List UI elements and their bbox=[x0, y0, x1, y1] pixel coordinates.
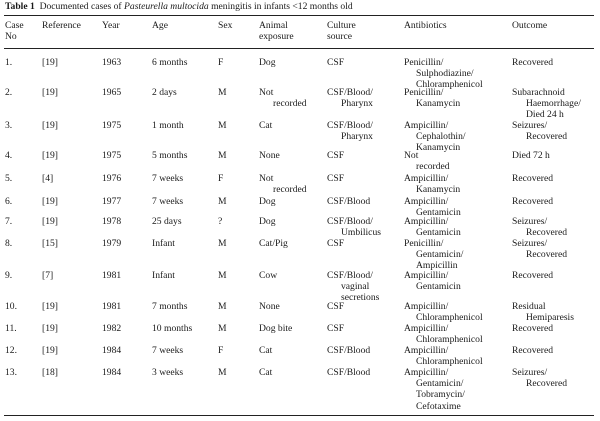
cell-age: 2 days bbox=[152, 87, 177, 98]
cell-animal-exposure bbox=[259, 150, 280, 161]
cell-year: 1978 bbox=[102, 216, 122, 227]
cell-culture-source bbox=[327, 238, 344, 249]
cell-antibiotics bbox=[404, 57, 483, 91]
header-case-no-line: No bbox=[5, 31, 17, 43]
cell-age: 5 months bbox=[152, 150, 188, 161]
cell-culture-source-line: Pharynx bbox=[341, 131, 373, 143]
cell-antibiotics-line: Chloramphenicol bbox=[416, 356, 483, 368]
cell-case-no: 8. bbox=[5, 238, 13, 249]
cell-age: 10 months bbox=[152, 323, 193, 334]
cell-sex: M bbox=[218, 87, 227, 98]
cell-reference: [18] bbox=[42, 367, 58, 378]
cell-reference: [19] bbox=[42, 301, 58, 312]
cell-animal-exposure bbox=[259, 301, 280, 312]
cell-reference: [19] bbox=[42, 323, 58, 334]
cell-sex: M bbox=[218, 367, 227, 378]
header-culture-source-line: Culture bbox=[327, 20, 356, 31]
cell-outcome-line: Seizures/ bbox=[512, 367, 548, 378]
cell-antibiotics-line: Chloramphenicol bbox=[416, 334, 483, 346]
cell-outcome bbox=[512, 216, 567, 238]
cell-reference: [19] bbox=[42, 196, 58, 207]
cell-antibiotics bbox=[404, 120, 466, 154]
cell-culture-source-line: CSF/Blood/ bbox=[327, 120, 373, 131]
cell-culture-source-line: secretions bbox=[341, 292, 380, 304]
cell-animal-exposure bbox=[259, 323, 292, 334]
header-year-line: Year bbox=[102, 20, 120, 31]
header-culture-source-line: source bbox=[327, 31, 353, 43]
header-sex-line: Sex bbox=[218, 20, 233, 31]
cell-antibiotics-line: Ampicillin bbox=[416, 260, 458, 272]
cell-outcome-line: Haemorrhage/ bbox=[526, 98, 581, 110]
cell-case-no: 13. bbox=[5, 367, 17, 378]
cell-culture-source bbox=[327, 216, 381, 238]
cell-age: Infant bbox=[152, 238, 175, 249]
cell-culture-source bbox=[327, 270, 379, 304]
cell-culture-source-line: CSF bbox=[327, 238, 345, 249]
cell-age: 3 weeks bbox=[152, 367, 184, 378]
cell-reference: [15] bbox=[42, 238, 58, 249]
header-age bbox=[152, 20, 168, 31]
cell-antibiotics-line: Kanamycin bbox=[416, 184, 461, 196]
cell-outcome bbox=[512, 301, 574, 323]
cell-outcome-line: Residual bbox=[512, 301, 546, 312]
cell-animal-exposure bbox=[259, 196, 276, 207]
cell-culture-source bbox=[327, 196, 370, 207]
cell-animal-exposure-line: None bbox=[259, 301, 280, 312]
cell-case-no: 5. bbox=[5, 173, 13, 184]
cell-culture-source bbox=[327, 345, 370, 356]
cell-outcome-line: Died 72 h bbox=[512, 150, 550, 161]
cell-antibiotics bbox=[404, 345, 483, 367]
cell-antibiotics bbox=[404, 173, 460, 195]
cell-culture-source-line: Pharynx bbox=[341, 98, 373, 110]
cell-year: 1977 bbox=[102, 196, 122, 207]
cell-outcome bbox=[512, 87, 581, 121]
cell-animal-exposure-line: None bbox=[259, 150, 280, 161]
cell-antibiotics-line: Ampicillin/ bbox=[404, 345, 449, 356]
cell-outcome-line: Seizures/ bbox=[512, 216, 548, 227]
cell-sex: M bbox=[218, 196, 227, 207]
cell-year: 1982 bbox=[102, 323, 122, 334]
cell-outcome bbox=[512, 345, 553, 356]
cell-antibiotics-line: Ampicillin/ bbox=[404, 196, 449, 207]
cell-reference: [4] bbox=[42, 173, 54, 184]
header-antibiotics-line: Antibiotics bbox=[404, 20, 447, 31]
header-animal-exposure-line: Animal bbox=[259, 20, 288, 31]
cell-animal-exposure bbox=[259, 367, 272, 378]
header-outcome-line: Outcome bbox=[512, 20, 548, 31]
cell-outcome bbox=[512, 196, 553, 207]
cell-reference: [19] bbox=[42, 150, 58, 161]
cell-antibiotics bbox=[404, 150, 450, 172]
cell-year: 1975 bbox=[102, 120, 122, 131]
cell-sex: M bbox=[218, 150, 227, 161]
cell-reference: [19] bbox=[42, 120, 58, 131]
cell-outcome-line: Recovered bbox=[512, 345, 554, 356]
cell-antibiotics-line: Chloramphenicol bbox=[416, 79, 483, 91]
cell-antibiotics bbox=[404, 238, 463, 272]
cell-antibiotics bbox=[404, 216, 461, 238]
cell-age: 7 weeks bbox=[152, 196, 184, 207]
caption-text-after: meningitis in infants <12 months old bbox=[208, 1, 353, 12]
cell-reference: [7] bbox=[42, 270, 54, 281]
header-animal-exposure-line: exposure bbox=[259, 31, 294, 43]
cell-culture-source-line: CSF bbox=[327, 57, 345, 68]
caption-text-before: Documented cases of bbox=[39, 1, 125, 12]
cell-sex: M bbox=[218, 323, 227, 334]
cell-year: 1981 bbox=[102, 301, 122, 312]
cell-animal-exposure-line: Cow bbox=[259, 270, 278, 281]
cell-antibiotics-line: Gentamicin bbox=[416, 227, 461, 239]
cell-animal-exposure bbox=[259, 270, 277, 281]
cell-antibiotics-line: Ampicillin/ bbox=[404, 173, 449, 184]
table-label: Table 1 bbox=[5, 1, 35, 12]
cell-outcome-line: Recovered bbox=[512, 323, 554, 334]
cell-year: 1965 bbox=[102, 87, 122, 98]
cell-outcome bbox=[512, 150, 550, 161]
header-outcome bbox=[512, 20, 547, 31]
cell-outcome-line: Recovered bbox=[526, 227, 568, 239]
cell-culture-source-line: CSF bbox=[327, 301, 345, 312]
cell-antibiotics-line: Ampicillin/ bbox=[404, 270, 449, 281]
cell-outcome-line: Recovered bbox=[526, 378, 568, 390]
cell-animal-exposure-line: Cat bbox=[259, 345, 273, 356]
header-culture-source bbox=[327, 20, 356, 42]
cell-antibiotics-line: Chloramphenicol bbox=[416, 312, 483, 324]
cell-sex: M bbox=[218, 120, 227, 131]
cell-antibiotics-line: Ampicillin/ bbox=[404, 367, 449, 378]
cell-antibiotics-line: Tobramycin/ bbox=[416, 389, 465, 401]
cell-outcome bbox=[512, 238, 567, 260]
cell-age: 7 weeks bbox=[152, 345, 184, 356]
cell-outcome-line: Seizures/ bbox=[512, 238, 548, 249]
cell-animal-exposure-line: Dog bbox=[259, 196, 276, 207]
header-antibiotics bbox=[404, 20, 447, 31]
cell-case-no: 9. bbox=[5, 270, 13, 281]
cell-year: 1984 bbox=[102, 345, 122, 356]
cell-outcome-line: Recovered bbox=[512, 196, 554, 207]
cell-animal-exposure bbox=[259, 173, 307, 195]
cell-antibiotics-line: Cephalothin/ bbox=[416, 131, 466, 143]
cell-antibiotics-line: Ampicillin/ bbox=[404, 216, 449, 227]
header-year bbox=[102, 20, 120, 31]
cell-age: 7 weeks bbox=[152, 173, 184, 184]
header-animal-exposure bbox=[259, 20, 294, 42]
cell-reference: [19] bbox=[42, 345, 58, 356]
cell-culture-source bbox=[327, 173, 344, 184]
cell-antibiotics-line: Gentamicin bbox=[416, 281, 461, 293]
cell-antibiotics-line: Cefotaxime bbox=[416, 400, 461, 412]
cell-age: Infant bbox=[152, 270, 175, 281]
cell-culture-source-line: CSF bbox=[327, 173, 345, 184]
cell-antibiotics-line: Sulphodiazine/ bbox=[416, 68, 474, 80]
cell-animal-exposure-line: Cat bbox=[259, 367, 273, 378]
cell-outcome bbox=[512, 57, 553, 68]
cell-outcome-line: Recovered bbox=[512, 173, 554, 184]
cell-case-no: 11. bbox=[5, 323, 17, 334]
cell-antibiotics-line: Gentamicin bbox=[416, 207, 461, 219]
cell-year: 1963 bbox=[102, 57, 122, 68]
cell-antibiotics-line: Kanamycin bbox=[416, 142, 461, 154]
cell-animal-exposure-line: Dog bbox=[259, 216, 276, 227]
header-reference bbox=[42, 20, 81, 31]
cell-antibiotics-line: Ampicillin/ bbox=[404, 120, 449, 131]
cell-outcome-line: Recovered bbox=[512, 57, 554, 68]
cell-case-no: 6. bbox=[5, 196, 13, 207]
cell-reference: [19] bbox=[42, 57, 58, 68]
cell-outcome bbox=[512, 367, 567, 389]
cell-antibiotics-line: Penicillin/ bbox=[404, 238, 444, 249]
cell-outcome-line: Hemiparesis bbox=[526, 312, 574, 324]
header-reference-line: Reference bbox=[42, 20, 81, 31]
cell-antibiotics-line: Ampicillin/ bbox=[404, 323, 449, 334]
cell-animal-exposure-line: Cat bbox=[259, 120, 273, 131]
cell-year: 1976 bbox=[102, 173, 122, 184]
cell-culture-source bbox=[327, 323, 344, 334]
cell-sex: F bbox=[218, 57, 224, 68]
cell-case-no: 7. bbox=[5, 216, 13, 227]
cell-animal-exposure-line: recorded bbox=[273, 98, 307, 110]
cell-antibiotics-line: Not bbox=[404, 150, 419, 161]
cell-case-no: 3. bbox=[5, 120, 13, 131]
cell-animal-exposure-line: Cat/Pig bbox=[259, 238, 288, 249]
cell-antibiotics-line: Gentamicin/ bbox=[416, 378, 464, 390]
cell-year: 1975 bbox=[102, 150, 122, 161]
cell-animal-exposure bbox=[259, 87, 307, 109]
cell-antibiotics bbox=[404, 87, 460, 109]
cell-sex: M bbox=[218, 238, 227, 249]
cell-antibiotics bbox=[404, 367, 465, 412]
cell-age: 7 months bbox=[152, 301, 188, 312]
cell-year: 1981 bbox=[102, 270, 122, 281]
cell-culture-source-line: CSF/Blood/ bbox=[327, 87, 373, 98]
cell-year: 1979 bbox=[102, 238, 122, 249]
cell-reference: [19] bbox=[42, 87, 58, 98]
cell-antibiotics bbox=[404, 301, 483, 323]
cell-antibiotics-line: Gentamicin/ bbox=[416, 249, 464, 261]
cell-antibiotics-line: Penicillin/ bbox=[404, 57, 444, 68]
cell-culture-source-line: vaginal bbox=[341, 281, 370, 293]
cell-antibiotics-line: Penicillin/ bbox=[404, 87, 444, 98]
cell-animal-exposure bbox=[259, 57, 276, 68]
cell-culture-source bbox=[327, 57, 344, 68]
cell-sex: F bbox=[218, 173, 224, 184]
cell-antibiotics bbox=[404, 270, 461, 292]
cell-culture-source bbox=[327, 150, 344, 161]
cell-antibiotics-line: recorded bbox=[416, 161, 450, 173]
cell-animal-exposure-line: Not bbox=[259, 173, 274, 184]
cell-age: 1 month bbox=[152, 120, 184, 131]
cell-case-no: 4. bbox=[5, 150, 13, 161]
cell-outcome-line: Seizures/ bbox=[512, 120, 548, 131]
cell-antibiotics-line: Ampicillin/ bbox=[404, 301, 449, 312]
cell-animal-exposure-line: Not bbox=[259, 87, 274, 98]
cell-culture-source-line: CSF/Blood bbox=[327, 345, 371, 356]
cell-outcome bbox=[512, 120, 567, 142]
caption-organism: Pasteurella multocida bbox=[124, 1, 209, 12]
cell-culture-source bbox=[327, 87, 373, 109]
cell-case-no: 1. bbox=[5, 57, 13, 68]
cell-reference: [19] bbox=[42, 216, 58, 227]
cell-sex: M bbox=[218, 301, 227, 312]
cell-animal-exposure-line: Dog bbox=[259, 57, 276, 68]
cell-culture-source-line: CSF/Blood/ bbox=[327, 216, 373, 227]
cell-outcome-line: Recovered bbox=[526, 249, 568, 261]
cell-culture-source bbox=[327, 367, 370, 378]
cell-animal-exposure bbox=[259, 216, 276, 227]
cell-outcome-line: Subarachnoid bbox=[512, 87, 565, 98]
cell-culture-source bbox=[327, 301, 344, 312]
cell-culture-source-line: CSF bbox=[327, 150, 345, 161]
header-case-no-line: Case bbox=[5, 20, 24, 31]
top-rule bbox=[4, 15, 594, 16]
cell-outcome bbox=[512, 323, 553, 334]
cell-outcome-line: Recovered bbox=[512, 270, 554, 281]
header-sex bbox=[218, 20, 232, 31]
cell-case-no: 10. bbox=[5, 301, 17, 312]
cell-antibiotics bbox=[404, 323, 483, 345]
table-caption bbox=[5, 1, 353, 13]
header-age-line: Age bbox=[152, 20, 168, 31]
cell-culture-source-line: CSF/Blood/ bbox=[327, 270, 373, 281]
cell-antibiotics-line: Kanamycin bbox=[416, 98, 461, 110]
cell-animal-exposure-line: Dog bite bbox=[259, 323, 293, 334]
cell-outcome-line: Died 24 h bbox=[526, 109, 564, 121]
cell-outcome bbox=[512, 173, 553, 184]
cell-year: 1984 bbox=[102, 367, 122, 378]
cell-age: 6 months bbox=[152, 57, 188, 68]
cell-outcome bbox=[512, 270, 553, 281]
cell-culture-source bbox=[327, 120, 373, 142]
cell-culture-source-line: CSF/Blood bbox=[327, 196, 371, 207]
cell-sex: M bbox=[218, 270, 227, 281]
cell-sex: ? bbox=[218, 216, 223, 227]
header-case-no bbox=[5, 20, 24, 42]
cell-animal-exposure bbox=[259, 238, 288, 249]
cell-culture-source-line: Umbilicus bbox=[341, 227, 381, 239]
cell-animal-exposure bbox=[259, 345, 272, 356]
cell-case-no: 12. bbox=[5, 345, 17, 356]
cell-culture-source-line: CSF/Blood bbox=[327, 367, 371, 378]
cell-animal-exposure bbox=[259, 120, 272, 131]
header-rule bbox=[4, 48, 594, 49]
cell-age: 25 days bbox=[152, 216, 182, 227]
cell-culture-source-line: CSF bbox=[327, 323, 345, 334]
cell-outcome-line: Recovered bbox=[526, 131, 568, 143]
cell-sex: F bbox=[218, 345, 224, 356]
bottom-rule bbox=[4, 415, 594, 416]
cell-animal-exposure-line: recorded bbox=[273, 184, 307, 196]
cell-case-no: 2. bbox=[5, 87, 13, 98]
